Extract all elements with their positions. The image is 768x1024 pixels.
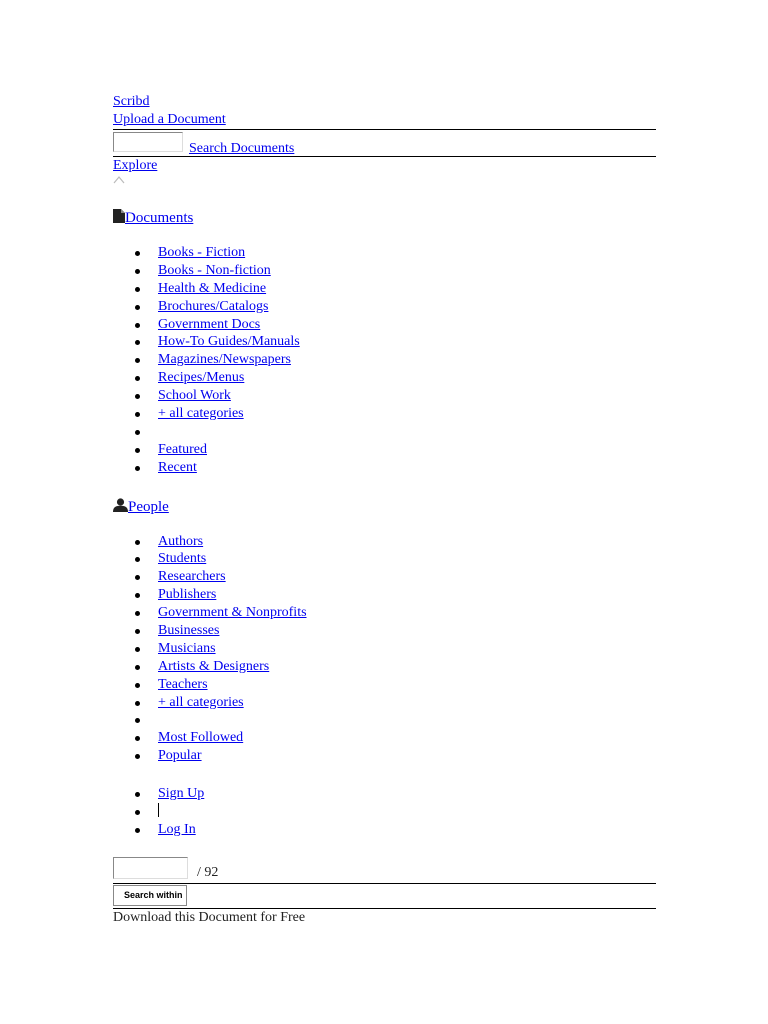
category-link[interactable]: Books - Non-fiction [158, 262, 271, 278]
list-item [113, 369, 656, 387]
list-item [113, 658, 656, 676]
caret-up-icon [113, 175, 125, 184]
list-item [113, 351, 656, 369]
people-category-link[interactable]: Students [158, 551, 207, 567]
category-link[interactable]: School Work [158, 388, 231, 404]
people-list [113, 533, 656, 766]
category-link[interactable]: Books - Fiction [158, 245, 246, 260]
search-within-row [113, 884, 656, 908]
list-item-empty [113, 711, 656, 729]
list-item [113, 244, 656, 262]
page-content [113, 93, 656, 927]
people-category-link[interactable]: Businesses [158, 623, 220, 639]
people-link[interactable]: People [128, 498, 169, 515]
recent-link[interactable]: Recent [158, 459, 197, 475]
list-item [113, 821, 656, 839]
category-link[interactable]: Recipes/Menus [158, 370, 245, 386]
list-item [113, 622, 656, 640]
upload-document-link[interactable]: Upload a Document [113, 112, 226, 127]
search-documents-link[interactable]: Search Documents [189, 141, 295, 156]
list-item [113, 316, 656, 334]
most-followed-link[interactable]: Most Followed [158, 730, 244, 746]
list-item [113, 604, 656, 622]
list-item [113, 387, 656, 405]
people-category-link[interactable]: Musicians [158, 640, 216, 656]
list-item [113, 333, 656, 351]
list-item [113, 550, 656, 568]
people-category-link[interactable]: Artists & Designers [158, 658, 270, 674]
people-category-link[interactable]: Government & Nonprofits [158, 605, 307, 621]
log-in-link[interactable]: Log In [158, 821, 196, 837]
category-link[interactable]: How-To Guides/Manuals [158, 334, 300, 350]
category-link[interactable]: Magazines/Newspapers [158, 352, 291, 368]
page-navigation [113, 857, 656, 883]
separator [158, 803, 159, 817]
download-text: Download this Document for Free [113, 909, 306, 925]
category-link[interactable]: Health & Medicine [158, 280, 267, 296]
documents-list [113, 244, 656, 477]
list-item [113, 785, 656, 803]
list-item [113, 586, 656, 604]
document-icon [113, 209, 125, 223]
people-section-heading [113, 497, 656, 517]
list-item [113, 280, 656, 298]
list-item [113, 533, 656, 551]
list-item [113, 729, 656, 747]
person-icon [113, 498, 128, 512]
popular-link[interactable]: Popular [158, 748, 202, 764]
all-categories-link[interactable]: + all categories [158, 406, 244, 422]
sign-up-link[interactable]: Sign Up [158, 786, 205, 802]
category-link[interactable]: Government Docs [158, 316, 261, 332]
page-number-input[interactable] [113, 857, 188, 879]
featured-link[interactable]: Featured [158, 441, 207, 457]
list-item [113, 262, 656, 280]
page-total: / 92 [197, 864, 219, 880]
search-within-button[interactable]: Search within [113, 885, 187, 906]
brand-link[interactable]: Scribd [113, 94, 150, 109]
search-row [113, 130, 656, 156]
list-item [113, 676, 656, 694]
search-input[interactable] [113, 132, 183, 152]
list-item [113, 568, 656, 586]
list-item-empty [113, 423, 656, 441]
account-list [113, 785, 656, 839]
list-item [113, 298, 656, 316]
list-item [113, 459, 656, 477]
list-item [113, 441, 656, 459]
list-item [113, 747, 656, 765]
list-item [113, 405, 656, 423]
people-category-link[interactable]: Publishers [158, 587, 217, 603]
list-item [113, 694, 656, 712]
list-item [113, 803, 656, 821]
all-categories-link[interactable]: + all categories [158, 694, 244, 710]
list-item [113, 640, 656, 658]
documents-link[interactable]: Documents [125, 210, 194, 226]
category-link[interactable]: Brochures/Catalogs [158, 298, 269, 314]
documents-section-heading [113, 208, 656, 228]
explore-link[interactable]: Explore [113, 158, 158, 173]
people-category-link[interactable]: Teachers [158, 676, 208, 692]
people-category-link[interactable]: Authors [158, 533, 204, 549]
people-category-link[interactable]: Researchers [158, 569, 226, 585]
